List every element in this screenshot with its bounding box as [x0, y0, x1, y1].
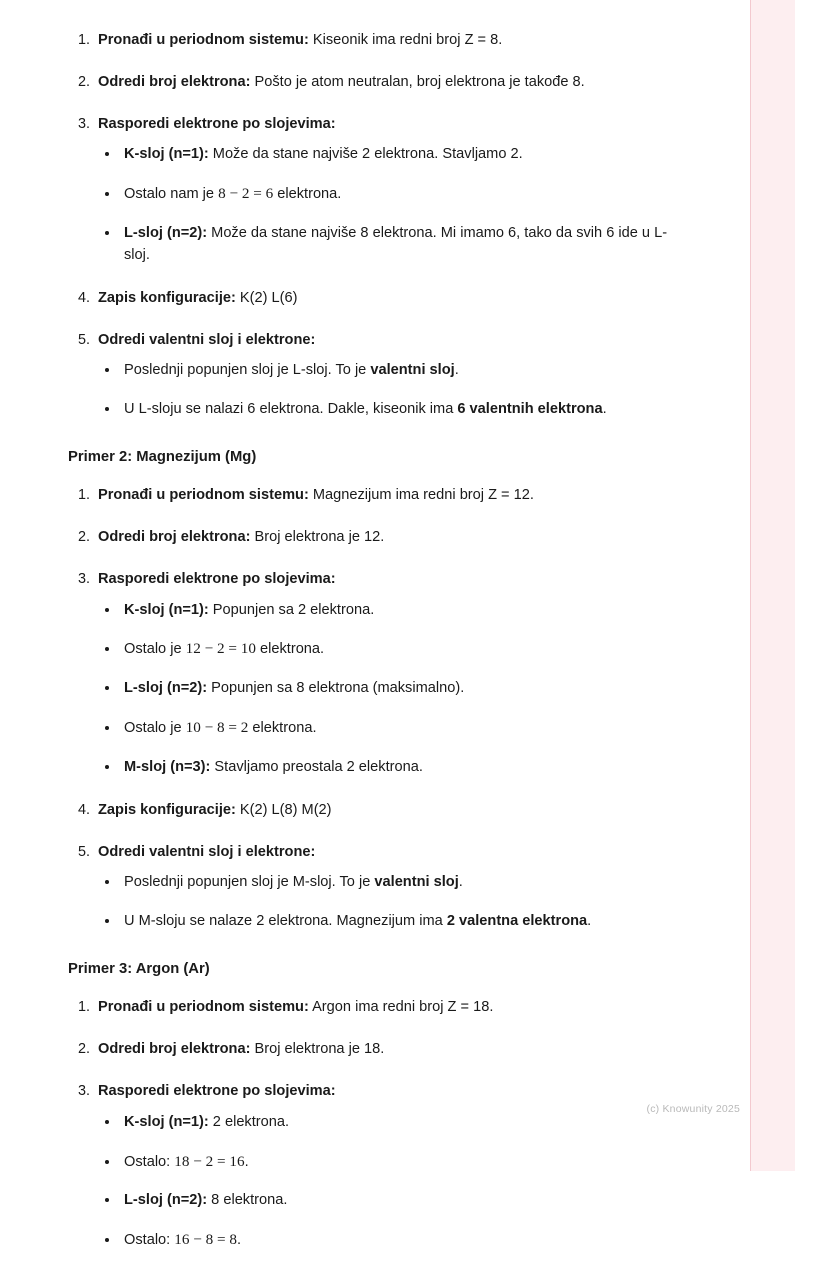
- item-text-tail: .: [454, 362, 459, 379]
- item-text-tail: .: [602, 401, 607, 418]
- step-item: [94, 1081, 688, 1252]
- math-expression: 12 − 2 = 10: [185, 640, 256, 658]
- item-text-tail: elektrona.: [255, 641, 325, 658]
- step-item: [94, 842, 688, 933]
- item-label: Zapis konfiguracije:: [98, 290, 236, 307]
- item-emphasis: 6 valentnih elektrona: [457, 401, 603, 418]
- item-label: Rasporedi elektrone po slojevima:: [98, 1083, 336, 1100]
- item-label: Odredi valentni sloj i elektrone:: [98, 844, 316, 861]
- item-emphasis: 2 valentna elektrona: [446, 913, 588, 930]
- item-text: 8 elektrona.: [207, 1192, 288, 1209]
- step-item: [94, 330, 688, 421]
- item-label: Odredi broj elektrona:: [98, 1041, 251, 1058]
- item-label: L-sloj (n=2):: [124, 1192, 208, 1209]
- item-text: Argon ima redni broj Z = 18.: [308, 999, 494, 1016]
- item-text-tail: .: [458, 874, 463, 891]
- sub-list-item: [120, 1229, 688, 1252]
- item-text: Kiseonik ima redni broj Z = 8.: [308, 32, 503, 48]
- item-label: K-sloj (n=1):: [124, 601, 209, 618]
- item-text: Poslednji popunjen sloj je M-sloj. To je: [124, 874, 375, 891]
- sub-list-item: [120, 1112, 688, 1134]
- sub-list-item: [120, 872, 688, 894]
- item-text: Popunjen sa 8 elektrona (maksimalno).: [207, 680, 465, 697]
- sub-list-item: [120, 911, 688, 933]
- item-text: U L-sloju se nalazi 6 elektrona. Dakle, kiseonik ima: [124, 401, 458, 418]
- item-label: Pronađi u periodnom sistemu:: [98, 487, 309, 504]
- math-expression: 8 − 2 = 6: [218, 185, 274, 203]
- item-text: Broj elektrona je 12.: [250, 529, 385, 546]
- item-text: Stavljamo preostala 2 elektrona.: [210, 759, 423, 776]
- item-label: Odredi broj elektrona:: [98, 74, 251, 91]
- item-text-tail: .: [587, 913, 592, 930]
- item-text: U M-sloju se nalaze 2 elektrona. Magnezijum ima: [124, 913, 447, 930]
- step-item: [94, 72, 688, 93]
- steps-list: [68, 997, 688, 1252]
- math-expression: 10 − 8 = 2: [185, 719, 249, 737]
- sub-list: [98, 872, 688, 933]
- sub-list-item: [120, 144, 688, 166]
- item-label: Rasporedi elektrone po slojevima:: [98, 116, 336, 133]
- item-label: Odredi broj elektrona:: [98, 529, 251, 546]
- sub-list-item: [120, 600, 688, 622]
- item-label: K-sloj (n=1):: [124, 1113, 209, 1130]
- page-side-band: [751, 0, 795, 1171]
- item-label: Pronađi u periodnom sistemu:: [98, 32, 309, 48]
- sub-list: [98, 360, 688, 421]
- item-emphasis: valentni sloj: [370, 362, 455, 379]
- item-emphasis: valentni sloj: [374, 874, 459, 891]
- item-text: 2 elektrona.: [208, 1113, 290, 1130]
- item-text-tail: .: [237, 1232, 242, 1249]
- watermark: (c) Knowunity 2025: [646, 1103, 740, 1115]
- item-text: Može da stane najviše 8 elektrona. Mi imamo 6, tako da svih 6 ide u L-sloj.: [124, 225, 668, 264]
- sub-list-item: [120, 717, 688, 740]
- item-text-tail: .: [244, 1153, 249, 1170]
- sub-list: [98, 1112, 688, 1253]
- item-text: Pošto je atom neutralan, broj elektrona je takođe 8.: [250, 74, 585, 91]
- sub-list-item: [120, 1151, 688, 1174]
- step-item: [94, 569, 688, 779]
- item-text: Ostalo:: [124, 1153, 175, 1170]
- item-text: Ostalo je: [124, 720, 186, 737]
- steps-list: [68, 30, 688, 421]
- step-item: [94, 800, 688, 821]
- sub-list: [98, 600, 688, 779]
- item-label: K-sloj (n=1):: [124, 146, 209, 163]
- section-heading: Primer 2: Magnezijum (Mg): [68, 449, 257, 466]
- item-text: Broj elektrona je 18.: [250, 1041, 385, 1058]
- sub-list-item: [120, 757, 688, 779]
- item-text: Može da stane najviše 2 elektrona. Stavljamo 2.: [208, 146, 523, 163]
- step-item: [94, 527, 688, 548]
- sub-list: [98, 144, 688, 267]
- item-text: Ostalo nam je: [124, 186, 219, 203]
- item-text: K(2) L(8) M(2): [235, 802, 332, 819]
- step-item: [94, 288, 688, 309]
- document-content: [68, 30, 688, 1273]
- item-label: L-sloj (n=2):: [124, 225, 208, 242]
- step-item: [94, 485, 688, 506]
- item-label: Odredi valentni sloj i elektrone:: [98, 332, 316, 349]
- section-heading: Primer 3: Argon (Ar): [68, 961, 210, 978]
- item-text-tail: elektrona.: [273, 186, 342, 203]
- item-text: Poslednji popunjen sloj je L-sloj. To je: [124, 362, 371, 379]
- step-item: [94, 997, 688, 1018]
- item-text: Ostalo:: [124, 1232, 175, 1249]
- item-text: Magnezijum ima redni broj Z = 12.: [308, 487, 534, 504]
- item-label: Zapis konfiguracije:: [98, 802, 236, 819]
- sub-list-item: [120, 678, 688, 700]
- item-label: Pronađi u periodnom sistemu:: [98, 999, 309, 1016]
- step-item: [94, 114, 688, 267]
- sub-list-item: [120, 399, 688, 421]
- step-item: [94, 1039, 688, 1060]
- sub-list-item: [120, 360, 688, 382]
- sub-list-item: [120, 183, 688, 206]
- math-expression: 16 − 8 = 8: [174, 1231, 237, 1249]
- sub-list-item: [120, 223, 688, 267]
- sub-list-item: [120, 638, 688, 661]
- math-expression: 18 − 2 = 16: [174, 1152, 245, 1170]
- item-text-tail: elektrona.: [248, 720, 317, 737]
- item-text: Popunjen sa 2 elektrona.: [208, 601, 375, 618]
- item-label: M-sloj (n=3):: [124, 759, 211, 776]
- item-label: Rasporedi elektrone po slojevima:: [98, 571, 336, 588]
- sub-list-item: [120, 1190, 688, 1212]
- step-item: [94, 30, 688, 51]
- steps-list: [68, 485, 688, 933]
- item-label: L-sloj (n=2):: [124, 680, 208, 697]
- item-text: K(2) L(6): [235, 290, 298, 307]
- item-text: Ostalo je: [124, 641, 186, 658]
